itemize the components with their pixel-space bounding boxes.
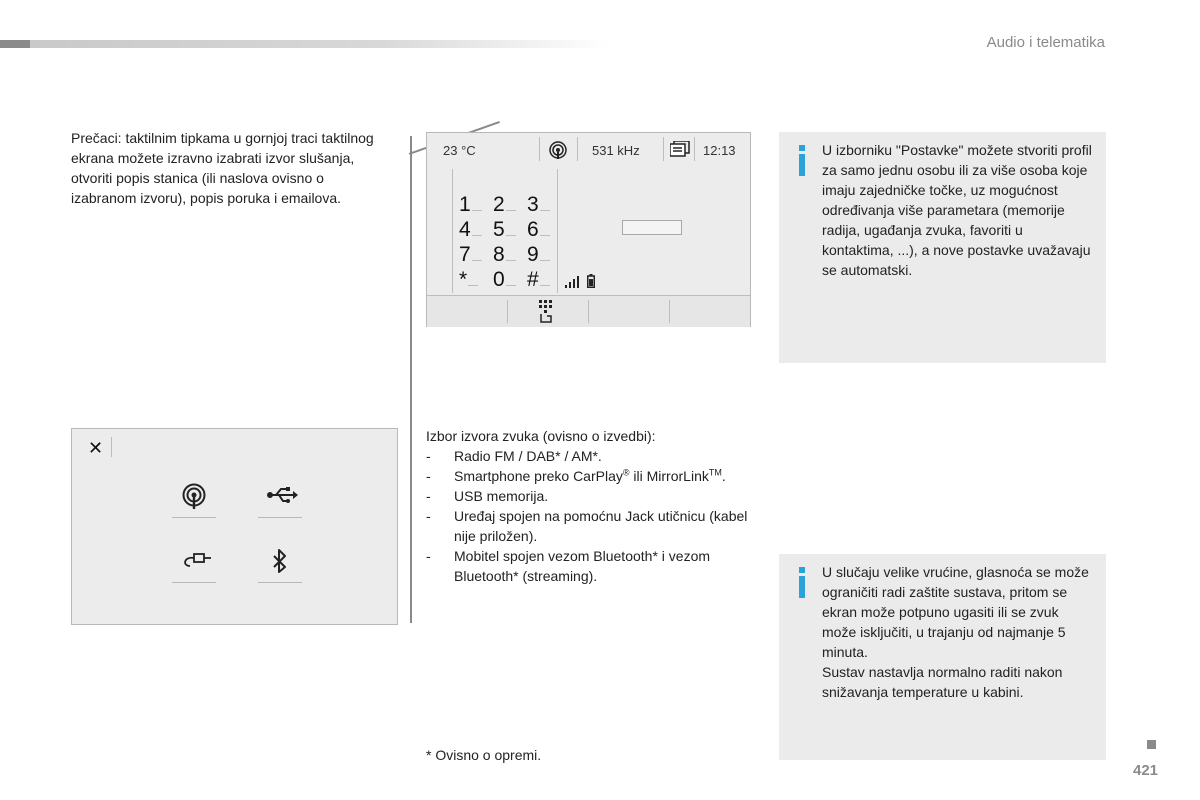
phone-screen	[426, 132, 751, 327]
radio-icon[interactable]	[548, 141, 568, 162]
keypad-row	[459, 217, 559, 242]
list-item: - USB memorija.	[426, 488, 549, 504]
bluetooth-icon	[266, 548, 294, 576]
key-5[interactable]: 5	[493, 217, 519, 242]
bluetooth-source-button[interactable]	[258, 544, 302, 583]
key-9[interactable]: 9	[527, 242, 553, 267]
section-title: Audio i telematika	[986, 34, 1105, 51]
dial-keypad-icon[interactable]	[537, 300, 557, 329]
usb-source-button[interactable]	[258, 479, 302, 518]
jack-cable-icon	[180, 548, 212, 572]
divider	[588, 300, 589, 323]
info-icon	[799, 576, 805, 598]
key-7[interactable]: 7	[459, 242, 485, 267]
key-hash[interactable]: #	[527, 267, 553, 292]
key-4[interactable]: 4	[459, 217, 485, 242]
keypad-row	[459, 267, 559, 292]
list-item: - Uređaj spojen na pomoćnu Jack utičnicu (kabel nije priložen).	[426, 508, 748, 544]
key-2[interactable]: 2	[493, 192, 519, 217]
divider	[539, 137, 540, 161]
divider	[694, 137, 695, 161]
header-bar	[0, 40, 610, 48]
list-item: - Smartphone preko CarPlay® ili MirrorLink™.	[426, 467, 726, 484]
sources-intro: Izbor izvora zvuka (ovisno o izvedbi):	[426, 428, 656, 444]
column-divider	[410, 136, 412, 623]
list-item: - Radio FM / DAB* / AM*.	[426, 448, 602, 464]
divider	[669, 300, 670, 323]
info-text: U slučaju velike vrućine, glasnoća se može ograničiti radi zaštite sustava, pritom se ekran može potpuno ugasiti ili se zvuk može isključiti, u trajanju od najmanje 5 minuta. Sustav nastavlja normalno raditi nakon snižavanja temperature u kabini.	[822, 564, 1089, 700]
keypad-row	[459, 192, 559, 217]
radio-icon	[180, 483, 208, 511]
list-item: - Mobitel spojen vezom Bluetooth* i vezom Bluetooth* (streaming).	[426, 548, 711, 584]
sources-list	[426, 426, 756, 586]
key-3[interactable]: 3	[527, 192, 553, 217]
station-list-icon[interactable]	[670, 141, 690, 160]
number-field[interactable]	[622, 220, 682, 235]
clock-readout: 12:13	[703, 143, 736, 158]
screen-bottom-bar	[427, 295, 750, 327]
footnote: * Ovisno o opremi.	[426, 747, 542, 763]
info-text: U izborniku "Postavke" možete stvoriti profil za samo jednu osobu ili za više osoba koje imaju zajedničke točke, uz mogućnost određivanja više parametara (memorije radija, ugađanja zvuka, favoriti u kontaktima, ...), a nove postavke uvažavaju se automatski.	[822, 142, 1092, 278]
frequency-readout[interactable]: 531 kHz	[592, 143, 640, 158]
page-number: 421	[1133, 762, 1159, 779]
key-star[interactable]: *	[459, 267, 485, 292]
battery-icon	[587, 274, 595, 293]
key-8[interactable]: 8	[493, 242, 519, 267]
info-box	[779, 554, 1106, 760]
divider	[663, 137, 664, 161]
divider	[577, 137, 578, 161]
source-menu-screen	[71, 428, 398, 625]
dial-keypad	[452, 169, 558, 293]
temperature-readout[interactable]: 23 °C	[443, 143, 476, 158]
info-icon	[799, 154, 805, 176]
page-marker	[1147, 740, 1156, 749]
divider	[111, 437, 112, 457]
status-bar	[427, 133, 750, 165]
intro-paragraph: Prečaci: taktilnim tipkama u gornjoj traci taktilnog ekrana možete izravno izabrati izvor slušanja, otvoriti popis stanica (ili naslova ovisno o izabranom izvoru), popis poruka i emailova.	[71, 130, 374, 206]
info-box	[779, 132, 1106, 363]
close-icon[interactable]: ✕	[88, 438, 104, 458]
key-6[interactable]: 6	[527, 217, 553, 242]
radio-source-button[interactable]	[172, 479, 216, 518]
key-0[interactable]: 0	[493, 267, 519, 292]
usb-icon	[266, 483, 298, 507]
jack-source-button[interactable]	[172, 544, 216, 583]
key-1[interactable]: 1	[459, 192, 485, 217]
signal-icon	[565, 275, 579, 293]
divider	[507, 300, 508, 323]
keypad-row	[459, 242, 559, 267]
